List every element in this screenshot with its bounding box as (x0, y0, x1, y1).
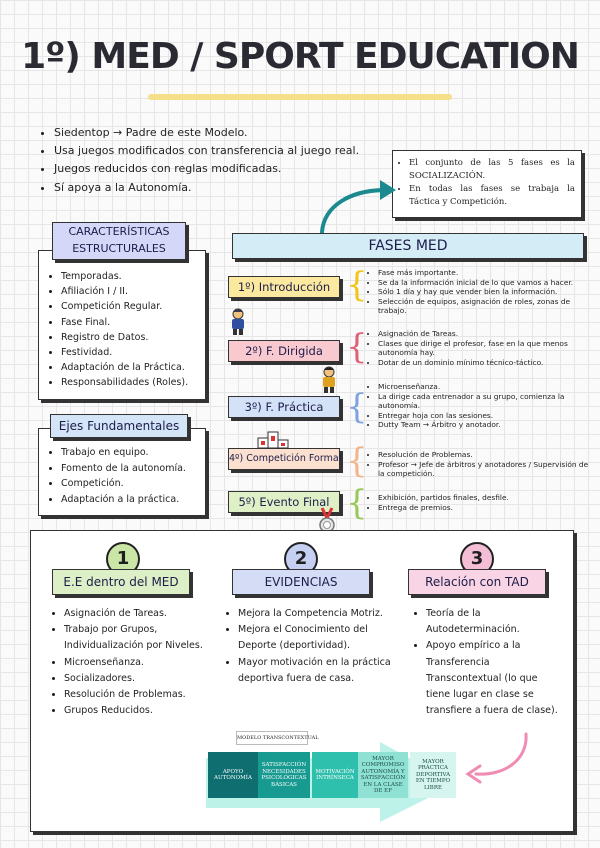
column-3-title: Relación con TAD (408, 569, 546, 595)
column-item: • Apoyo empírico a la Transferencia Transcontextual (lo que tiene lugar en clase se transfiere a fuera de clase). (426, 638, 562, 719)
eje-item: • Trabajo en equipo. (61, 445, 199, 461)
caracteristica-item: • Responsabilidades (Roles). (61, 375, 199, 390)
fase-2-brace: { (346, 327, 368, 367)
fase-4-label: 4º) Competición Formal (228, 448, 340, 470)
intro-item: • Usa juegos modificados con transferencia al juego real. (54, 142, 398, 160)
fase-1-label: 1º) Introducción (228, 276, 340, 298)
column-item: • Mejora la Competencia Motriz. (238, 606, 402, 622)
fase-bullet: • Se da la información inicial de lo que vamos a hacer. (378, 278, 590, 288)
page-title: 1º) MED / SPORT EDUCATION (21, 36, 579, 77)
column-item: • Microenseñanza. (64, 655, 216, 671)
column-item: • Asignación de Tareas. (64, 606, 216, 622)
fase-1-brace: { (346, 265, 368, 305)
curved-arrow-icon (464, 730, 534, 786)
column-item: • Mayor motivación en la práctica deportiva fuera de casa. (238, 655, 402, 687)
fase-bullet: • Selección de equipos, asignación de roles, zonas de trabajo. (378, 297, 590, 316)
caracteristica-item: • Fase Final. (61, 315, 199, 330)
caracteristica-item: • Afiliación I / II. (61, 284, 199, 299)
column-2-number: 2 (284, 542, 318, 576)
socializacion-note (392, 150, 582, 218)
fase-3-brace: { (346, 387, 368, 427)
fase-4-list (368, 450, 590, 479)
intro-item: • Sí apoya a la Autonomía. (54, 179, 398, 197)
intro-item: • Siedentop → Padre de este Modelo. (54, 124, 398, 142)
fase-bullet: • Fase más importante. (378, 268, 590, 278)
caracteristicas-box (38, 250, 206, 400)
column-item: • Resolución de Problemas. (64, 687, 216, 703)
model-step-5: MAYOR PRÁCTICA DEPORTIVA EN TIEMPO LIBRE (410, 752, 456, 798)
eje-item: • Fomento de la autonomía. (61, 461, 199, 477)
column-1-number: 1 (106, 542, 140, 576)
column-1-list (50, 606, 216, 719)
eje-item: • Competición. (61, 476, 199, 492)
fase-5-label: 5º) Evento Final (228, 491, 340, 513)
model-step-3: MOTIVACIÓN INTRÍNSECA (312, 752, 358, 798)
column-2-title: EVIDENCIAS (232, 569, 370, 595)
fase-bullet: • Clases que dirige el profesor, fase en la que menos autonomía hay. (378, 339, 590, 358)
model-caption: MODELO TRANSCONTEXTUAL (236, 731, 308, 745)
column-item: • Socializadores. (64, 671, 216, 687)
fase-4-brace: { (346, 441, 368, 481)
column-item: • Teoría de la Autodeterminación. (426, 606, 562, 638)
fase-bullet: • Dotar de un dominio mínimo técnico-táctico. (378, 358, 590, 368)
column-item: • Grupos Reducidos. (64, 703, 216, 719)
column-2-list (224, 606, 402, 687)
caracteristica-item: • Competición Regular. (61, 299, 199, 314)
fase-bullet: • La dirige cada entrenador a su grupo, comienza la autonomía. (378, 392, 590, 411)
title-highlight (148, 94, 452, 100)
caracteristica-item: • Temporadas. (61, 269, 199, 284)
ejes-box (38, 428, 206, 516)
column-item: • Trabajo por Grupos, Individualización por Niveles. (64, 622, 216, 654)
model-step-2: SATISFACCIÓN NECESIDADES PSICOLÓGICAS BÁSICAS (258, 752, 310, 798)
ejes-title: Ejes Fundamentales (50, 414, 188, 438)
player-figure-icon (318, 366, 340, 394)
fase-bullet: • Profesor → Jefe de árbitros y anotadores / Supervisión de la competición. (378, 460, 590, 479)
fase-3-label: 3º) F. Práctica (228, 396, 340, 418)
column-1-title: E.E dentro del MED (52, 569, 190, 595)
intro-item: • Juegos reducidos con reglas modificadas. (54, 160, 398, 178)
fase-1-list (368, 268, 590, 316)
caracteristicas-title: CARACTERÍSTICAS ESTRUCTURALES (52, 222, 186, 260)
podium-icon (258, 430, 288, 448)
fase-2-label: 2º) F. Dirigida (228, 340, 340, 362)
fase-2-list (368, 329, 590, 367)
column-3-number: 3 (460, 542, 494, 576)
fase-bullet: • Entrega de premios. (378, 503, 590, 513)
caracteristica-item: • Festividad. (61, 345, 199, 360)
fase-bullet: • Dutty Team → Árbitro y anotador. (378, 420, 590, 430)
coach-figure-icon (226, 308, 250, 336)
caracteristica-item: • Adaptación de la Práctica. (61, 360, 199, 375)
fase-bullet: • Exhibición, partidos finales, desfile. (378, 493, 590, 503)
note-item: • El conjunto de las 5 fases es la SOCIALIZACIÓN. (409, 157, 575, 183)
fase-5-brace: { (346, 483, 368, 523)
curved-arrow-icon (310, 176, 410, 236)
note-item: • En todas las fases se trabaja la Táctica y Competición. (409, 183, 575, 209)
caracteristica-item: • Registro de Datos. (61, 330, 199, 345)
fase-bullet: • Microenseñanza. (378, 382, 590, 392)
fases-title: FASES MED (232, 233, 584, 259)
eje-item: • Adaptación a la práctica. (61, 492, 199, 508)
fase-bullet: • Entregar hoja con las sesiones. (378, 411, 590, 421)
fase-5-list (368, 493, 590, 512)
fase-bullet: • Sólo 1 día y hay que vender bien la información. (378, 287, 590, 297)
model-step-4: MAYOR COMPROMISO AUTONOMÍA Y SATISFACCIÓN EN LA CLASE DE EF (358, 752, 408, 798)
fase-3-list (368, 382, 590, 430)
model-step-1: APOYO AUTONOMÍA (208, 752, 258, 798)
column-item: • Mejora el Conocimiento del Deporte (deportividad). (238, 622, 402, 654)
fase-bullet: • Asignación de Tareas. (378, 329, 590, 339)
column-3-list (412, 606, 562, 719)
fase-bullet: • Resolución de Problemas. (378, 450, 590, 460)
